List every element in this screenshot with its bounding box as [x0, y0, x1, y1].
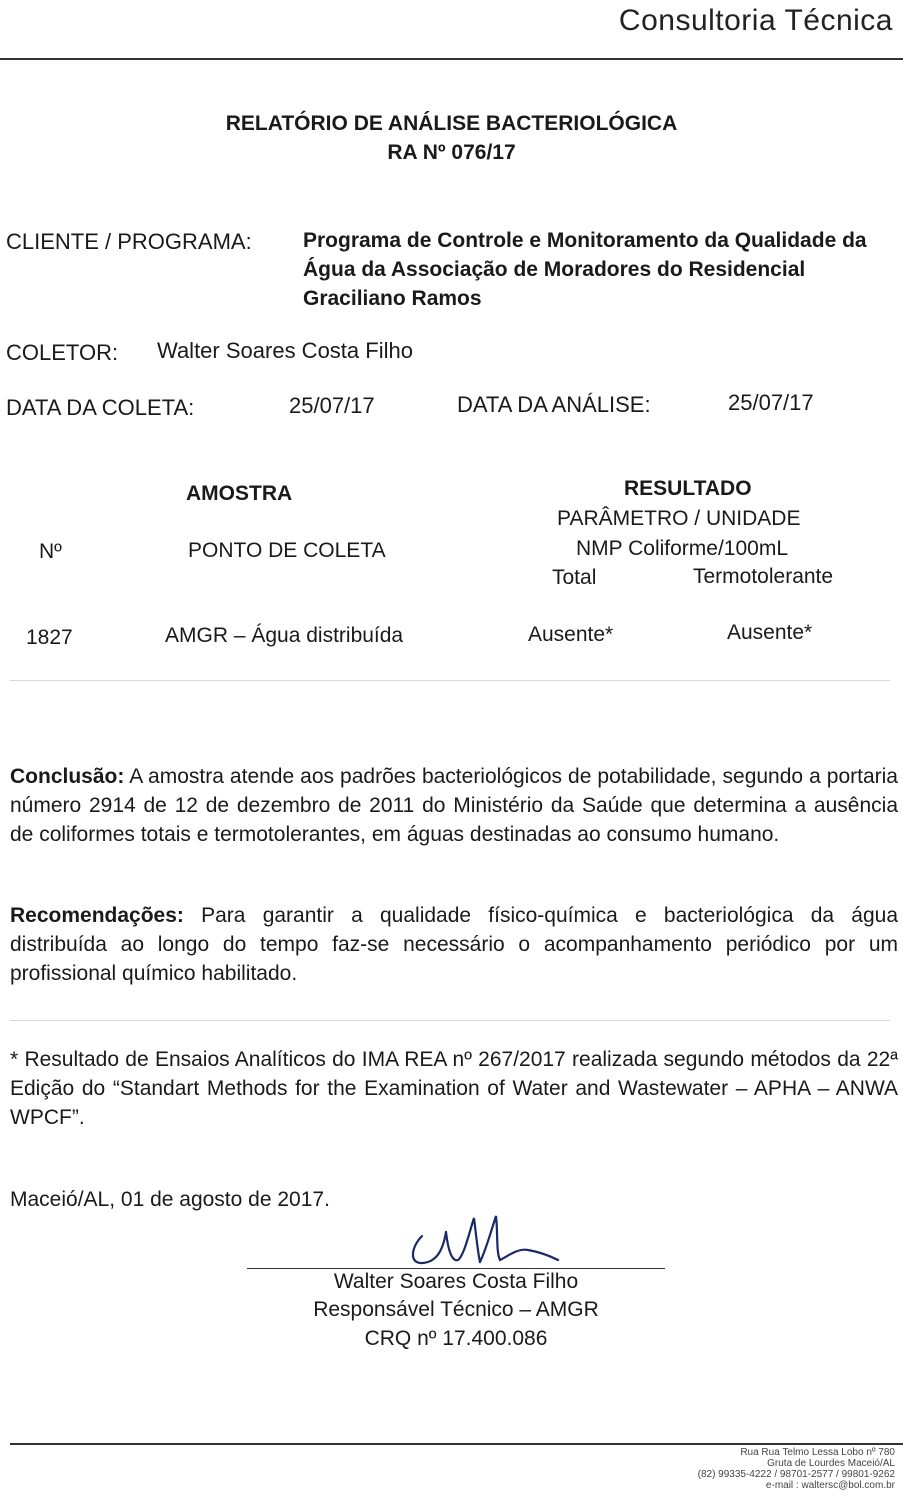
row-total-result: Ausente* — [528, 623, 614, 646]
unit-header: NMP Coliforme/100mL — [576, 537, 789, 560]
signer-registration: CRQ nº 17.400.086 — [364, 1327, 548, 1350]
client-label: CLIENTE / PROGRAMA: — [6, 229, 252, 254]
footer-contact — [698, 1447, 895, 1491]
column-number: Nº — [39, 540, 62, 563]
parameter-header: PARÂMETRO / UNIDADE — [557, 507, 801, 530]
column-total: Total — [552, 566, 597, 589]
footer-address-line1: Rua Rua Telmo Lessa Lobo nº 780 — [740, 1447, 895, 1458]
footer-email: e-mail : waltersc@bol.com.br — [765, 1480, 895, 1491]
footer-phones: (82) 99335-4222 / 98701-2577 / 99801-9262 — [697, 1469, 895, 1480]
conclusion-text: A amostra atende aos padrões bacteriológicos de potabilidade, segundo a portaria número 2914 de 12 de dezembro de 2011 do Ministério da Saúde que determina a ausência de coliformes totais e termotolerantes, em águas destinadas ao consumo humano. — [10, 765, 898, 846]
handwritten-signature — [400, 1210, 570, 1277]
footer-divider — [10, 1443, 903, 1445]
analysis-date-value: 25/07/17 — [728, 390, 814, 415]
collector-label: COLETOR: — [6, 340, 119, 365]
analysis-date-label: DATA DA ANÁLISE: — [457, 392, 651, 417]
client-value: Programa de Controle e Monitoramento da Qualidade da Água da Associação de Moradores do Residencial Graciliano Ramos — [303, 229, 867, 310]
row-thermotolerant-result: Ausente* — [727, 621, 813, 644]
header-title: Consultoria Técnica — [618, 4, 893, 37]
conclusion-paragraph — [10, 762, 898, 849]
sample-header: AMOSTRA — [186, 482, 293, 505]
divider — [10, 1020, 890, 1021]
footer-address-line2: Gruta de Lourdes Maceió/AL — [767, 1458, 895, 1469]
place-date: Maceió/AL, 01 de agosto de 2017. — [10, 1188, 330, 1211]
signature-line — [247, 1268, 665, 1269]
collector-value: Walter Soares Costa Filho — [157, 338, 413, 363]
divider — [10, 680, 890, 681]
signer-role: Responsável Técnico – AMGR — [313, 1298, 599, 1321]
conclusion-label: Conclusão: — [10, 765, 125, 788]
column-thermotolerant: Termotolerante — [693, 565, 834, 588]
column-collection-point: PONTO DE COLETA — [188, 539, 386, 562]
row-number: 1827 — [26, 626, 73, 649]
header-divider — [0, 58, 903, 60]
report-title: RELATÓRIO DE ANÁLISE BACTERIOLÓGICA — [225, 112, 678, 135]
collection-date-value: 25/07/17 — [289, 393, 375, 418]
row-collection-point: AMGR – Água distribuída — [165, 624, 404, 647]
recommendations-label: Recomendações: — [10, 904, 184, 927]
collection-date-label: DATA DA COLETA: — [6, 395, 195, 420]
recommendations-paragraph — [10, 901, 898, 988]
result-header: RESULTADO — [624, 477, 752, 500]
recommendations-text: Para garantir a qualidade físico-química e bacteriológica da água distribuída ao longo do tempo faz-se necessário o acompanhamento periódico por um profissional químico habilitado. — [10, 904, 898, 985]
signer-name: Walter Soares Costa Filho — [333, 1270, 579, 1293]
report-number: RA Nº 076/17 — [387, 141, 516, 164]
footnote: * Resultado de Ensaios Analíticos do IMA REA nº 267/2017 realizada segundo métodos da 22ª Edição do “Standart Methods for the Examination of Water and Wastewater – APHA – ANWA WPCF”. — [10, 1048, 898, 1129]
